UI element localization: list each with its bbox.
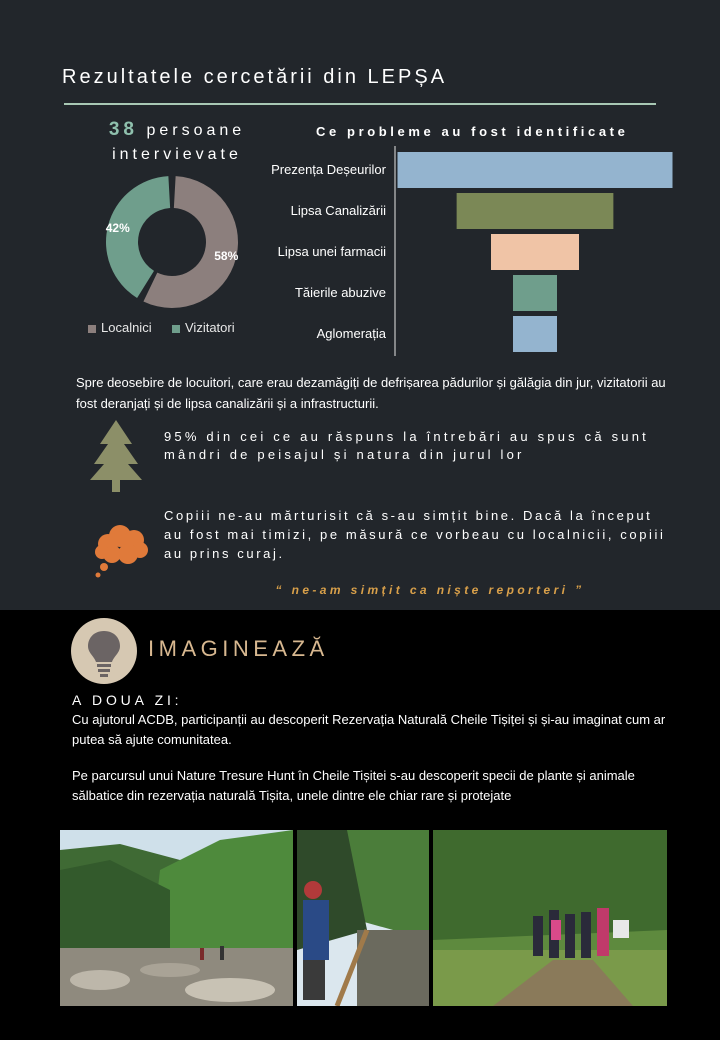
section-title: IMAGINEAZĂ xyxy=(148,636,329,661)
bar-label-lipsa-canalizării: Lipsa Canalizării xyxy=(290,203,386,218)
photo-bridge-hikers-image xyxy=(297,830,429,1006)
photo-bridge-hikers xyxy=(297,830,429,1006)
lightbulb-icon xyxy=(70,617,138,685)
bar-prezența-deșeurilor xyxy=(398,152,673,188)
interview-count-label: persoane intervievate xyxy=(112,122,246,163)
legend-swatch-vizitatori xyxy=(172,325,180,333)
interview-count xyxy=(92,118,262,167)
title-underline xyxy=(64,103,656,105)
bar-lipsa-canalizării xyxy=(457,193,614,229)
bar-label-prezența-deșeurilor: Prezența Deșeurilor xyxy=(271,162,386,177)
bar-tăierile-abuzive xyxy=(513,275,557,311)
pride-statistic: 95% din cei ce au răspuns la întrebări au spus că sunt mândri de peisajul și natura din jurul lor xyxy=(164,429,649,462)
pine-tree-icon xyxy=(90,418,142,494)
photo-river-valley-image xyxy=(60,830,293,1006)
bar-aglomerația xyxy=(513,316,557,352)
problems-bar-chart xyxy=(252,146,692,358)
photo-river-valley xyxy=(60,830,293,1006)
bar-label-aglomerația: Aglomerația xyxy=(316,326,386,341)
donut-label-localnici: 58% xyxy=(214,248,239,263)
day-two-heading: A DOUA ZI: xyxy=(72,692,183,708)
day-two-paragraph-2: Pe parcursul unui Nature Tresure Hunt în Cheile Tișitei s-au descoperit specii de plante și animale sălbatice din rezervația naturală Tișita, unele dintre ele chiar rare și protejate xyxy=(72,768,635,803)
legend-label-localnici: Localnici xyxy=(101,320,152,335)
bar-label-tăierile-abuzive: Tăierile abuzive xyxy=(294,285,386,300)
bar-label-lipsa-unei-farmacii: Lipsa unei farmacii xyxy=(277,244,386,259)
thought-cloud-icon xyxy=(92,522,152,580)
legend-localnici xyxy=(88,320,152,335)
interview-count-number: 38 xyxy=(108,119,138,140)
page-title: Rezultatele cercetării din LEPȘA xyxy=(62,66,448,88)
children-statistic: Copiii ne-au mărturisit că s-au simțit bine. Dacă la început au fost mai timizi, pe măsură ce vorbeau cu localnicii, copiii au prins curaj. xyxy=(164,508,666,561)
respondents-donut-chart xyxy=(100,174,244,310)
reporter-quote: “ ne-am simțit ca niște reporteri ” xyxy=(275,583,585,597)
legend-swatch-localnici xyxy=(88,325,96,333)
intro-paragraph: Spre deosebire de locuitori, care erau dezamăgiți de defrișarea pădurilor și gălăgia din jur, vizitatorii au fost deranjați și de lipsa canalizării și a infrastructurii. xyxy=(76,375,666,411)
bar-chart-title: Ce probleme au fost identificate xyxy=(316,124,629,139)
photo-forest-group xyxy=(433,830,667,1006)
donut-label-vizitatori: 42% xyxy=(105,221,130,236)
day-two-paragraph-1: Cu ajutorul ACDB, participanții au descoperit Rezervația Naturală Cheile Tișiței și și-au imaginat cum ar putea să ajute comunitatea. xyxy=(72,712,666,747)
legend-vizitatori xyxy=(172,320,235,335)
legend-label-vizitatori: Vizitatori xyxy=(185,320,235,335)
bar-lipsa-unei-farmacii xyxy=(491,234,579,270)
photo-forest-group-image xyxy=(433,830,667,1006)
